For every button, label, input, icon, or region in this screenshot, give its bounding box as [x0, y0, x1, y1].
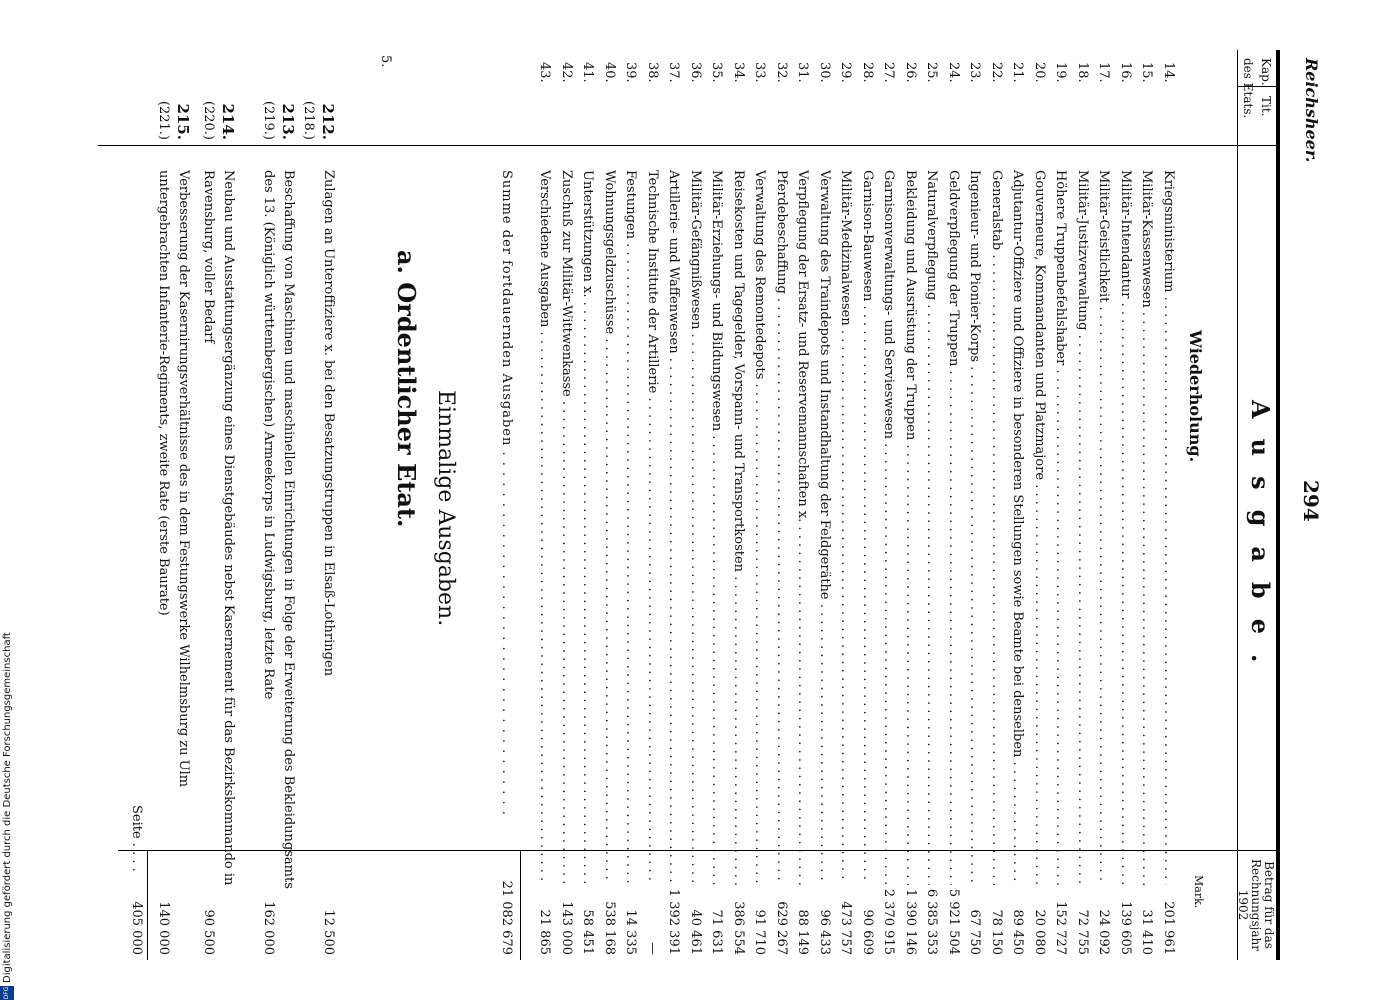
- kap-number: 18.: [1075, 62, 1090, 83]
- table-row: [965, 50, 985, 960]
- row-label: Militär-Intendantur . . .: [1115, 170, 1135, 885]
- row-amount: 58 451: [580, 909, 596, 955]
- row-amount: 629 267: [774, 901, 789, 955]
- table-row: [1008, 50, 1028, 960]
- table-row: [1094, 50, 1114, 960]
- row-amount: 71 631: [709, 909, 725, 955]
- kap-number: 38.: [645, 62, 660, 83]
- kap-number: 20.: [1032, 62, 1047, 83]
- entry-title-number: 215. (221.): [156, 100, 192, 140]
- row-label: Kriegsministerium . . .: [1158, 170, 1178, 885]
- table-row: [685, 50, 705, 960]
- table-row: [814, 50, 834, 960]
- row-label: Artillerie- und Waffenwesen . . .: [664, 170, 684, 885]
- table-row: [1029, 50, 1049, 960]
- row-amount: 1 390 146: [903, 888, 918, 955]
- table-row: [857, 50, 877, 960]
- row-amount: —: [645, 942, 660, 955]
- page-number: 294: [1299, 480, 1323, 522]
- row-label: Unterstützungen x. . . .: [578, 170, 598, 885]
- row-label: Reisekosten und Tagegelder, Vorspann- und Transportkosten . . .: [728, 170, 748, 885]
- seite-label: Seite . . . .: [129, 805, 144, 872]
- kap-number: 28.: [860, 62, 875, 83]
- kap-number: 31.: [795, 62, 811, 83]
- kap-number: 26.: [903, 62, 918, 83]
- row-amount: 91 710: [752, 909, 768, 955]
- column-header-kap: Kap.: [1259, 58, 1273, 86]
- column-header-ausgabe: Ausgabe.: [1246, 400, 1275, 683]
- kap-number: 25.: [924, 62, 940, 83]
- kap-number: 36.: [688, 62, 703, 83]
- unit-label: Mark.: [1192, 875, 1205, 909]
- table-row: [793, 50, 813, 960]
- table-row: [578, 50, 598, 960]
- row-label: Geldverpflegung der Truppen . . .: [943, 170, 963, 885]
- table-row: [771, 50, 791, 960]
- row-label: Generalstab . . .: [986, 170, 1006, 885]
- section-number: 5.: [378, 55, 393, 68]
- dfg-logo-icon: DFG: [0, 986, 14, 1000]
- row-label: Adjutantur-Offiziere und Offiziere in besonderen Stellungen sowie Beamte bei denselben . . .: [1008, 170, 1028, 885]
- kap-number: 40.: [602, 62, 617, 83]
- kap-number: 41.: [580, 62, 596, 83]
- section-heading-wiederholung: Wiederholung.: [1186, 330, 1205, 463]
- table-row: [664, 50, 684, 960]
- row-label: Militär-Medizinalwesen . . .: [836, 170, 856, 885]
- row-label: Garnison-Bauwesen . . .: [857, 170, 877, 885]
- row-amount: 67 750: [967, 909, 983, 955]
- row-label: Höhere Truppenbefehlshaber . . .: [1051, 170, 1071, 885]
- entry-title-number: 213. (219.): [261, 100, 297, 140]
- row-label: Militär-Geistlichkeit . . .: [1094, 170, 1114, 885]
- sum-row: [495, 170, 517, 960]
- kap-number: 14.: [1161, 62, 1176, 83]
- row-amount: 72 755: [1075, 909, 1090, 955]
- table-row: [621, 50, 641, 960]
- row-label: Gouverneure, Kommandanten und Platzmajore . . .: [1029, 170, 1049, 885]
- row-amount: 14 335: [623, 909, 639, 955]
- row-label: Militär-Erziehungs- und Bildungswesen . . .: [707, 170, 727, 885]
- row-label: Militär-Justizverwaltung . . .: [1072, 170, 1092, 885]
- table-row: [986, 50, 1006, 960]
- kap-number: 35.: [709, 62, 725, 83]
- kap-number: 19.: [1053, 62, 1069, 83]
- kap-number: 15.: [1139, 62, 1155, 83]
- table-row: [1072, 50, 1092, 960]
- row-label: Festungen . . .: [621, 170, 641, 885]
- row-amount: 6 385 353: [924, 888, 940, 955]
- table-top-rule: [1276, 50, 1280, 960]
- section-heading-einmalige: Einmalige Ausgaben.: [433, 390, 458, 627]
- row-label: Verpflegung der Ersatz- und Reservemannschaften x. . . .: [793, 170, 813, 885]
- entry-title-number: 214. (220.): [201, 100, 237, 140]
- kap-number: 24.: [946, 62, 961, 83]
- kap-number: 43.: [537, 62, 553, 83]
- kap-number: 39.: [623, 62, 639, 83]
- kap-number: 42.: [559, 62, 574, 83]
- table-row: [728, 50, 748, 960]
- row-label: Zuschuß zur Militär-Wittwenkasse . . .: [556, 170, 576, 885]
- table-row: [1158, 50, 1178, 960]
- row-amount: 5 921 504: [946, 888, 961, 955]
- kap-number: 21.: [1010, 62, 1026, 83]
- row-amount: 24 092: [1096, 909, 1112, 955]
- seite-row: [125, 50, 147, 960]
- row-amount: 88 149: [795, 909, 811, 955]
- row-label: Militär-Kassenwesen . . .: [1137, 170, 1157, 885]
- kap-number: 27.: [881, 62, 897, 83]
- row-amount: 96 433: [817, 909, 832, 955]
- row-label: Ingenieur- und Pionier-Korps . . .: [965, 170, 985, 885]
- running-title: Reichsheer.: [1302, 58, 1321, 163]
- row-amount: 1 392 391: [666, 888, 682, 955]
- entry-amount: 162 000: [261, 901, 276, 955]
- seite-amount: 405 000: [129, 901, 144, 955]
- table-row: [1051, 50, 1071, 960]
- row-amount: 152 727: [1053, 901, 1069, 955]
- seite-rule: [147, 850, 148, 960]
- entry-label: Zulagen an Unteroffiziere x. bei den Besatzungstruppen in Elsaß-Lothringen: [321, 170, 336, 677]
- row-amount: 31 410: [1139, 909, 1155, 955]
- table-row: [1137, 50, 1157, 960]
- table-row: [750, 50, 770, 960]
- kap-number: 23.: [967, 62, 983, 83]
- row-amount: 2 370 915: [881, 888, 897, 955]
- row-amount: 90 609: [860, 909, 875, 955]
- table-row: [943, 50, 963, 960]
- kap-number: 29.: [838, 62, 854, 83]
- entry-amount: 12 500: [321, 909, 336, 955]
- row-label: Pferdebeschaffung . . .: [771, 170, 791, 885]
- column-header-amount: Betrag für das Rechnungsjahr 1902: [1236, 859, 1276, 951]
- sum-label: Summe der fortdauernden Ausgaben . . .: [495, 170, 517, 820]
- entry-amount: 90 500: [201, 909, 216, 955]
- footer-text: Digitalisierung gefördert durch die Deutsche Forschungsgemeinschaft: [2, 632, 13, 983]
- kap-number: 33.: [752, 62, 768, 83]
- row-amount: 89 450: [1010, 909, 1026, 955]
- table-row: [707, 50, 727, 960]
- entry-title-number: 212. (218.): [301, 100, 337, 140]
- table-row: [556, 50, 576, 960]
- table-row: [1115, 50, 1135, 960]
- row-amount: 386 554: [731, 901, 746, 955]
- row-amount: 538 168: [602, 901, 617, 955]
- entry-label: Beschaffung von Maschinen und maschinellen Einrichtungen in Folge der Erweiterung des Bekleidungsamts des 13. (Königlich württembergischen) Armeekorps in Ludwigsburg, letzte Rate: [261, 170, 296, 889]
- row-label: Verwaltung des Remontedepots . . .: [750, 170, 770, 885]
- kap-number: 32.: [774, 62, 789, 83]
- table-header-rule: [1237, 50, 1238, 960]
- entry-label: Verbesserung der Kasernirungsverhältnisse des in dem Festungswerke Wilhelmsburg zu Ulm untergebrachten Infanterie-Regiments, zweite Rate (erste Baurate): [156, 170, 191, 788]
- row-amount: 201 961: [1161, 901, 1176, 955]
- kap-number: 16.: [1118, 62, 1133, 83]
- column-header-etats: des Etats.: [1241, 58, 1255, 119]
- row-label: Wohnungsgeldzuschüsse . . .: [599, 170, 619, 885]
- row-amount: 143 000: [559, 901, 574, 955]
- kap-number: 30.: [817, 62, 832, 83]
- table-row: [922, 50, 942, 960]
- entry-label: Neubau und Ausstattungsergänzung eines Dienstgebäudes nebst Kasernement für das Bezirkskommando in Ravensburg, voller Bedarf: [201, 170, 236, 886]
- row-label: Technische Institute der Artillerie . . .: [642, 170, 662, 885]
- table-row: [879, 50, 899, 960]
- row-label: Verschiedene Ausgaben . . .: [535, 170, 555, 885]
- row-amount: 78 150: [989, 909, 1004, 955]
- sum-rule: [520, 850, 521, 960]
- row-amount: 40 461: [688, 909, 703, 955]
- kap-number: 34.: [731, 62, 746, 83]
- row-amount: 473 757: [838, 901, 854, 955]
- row-amount: 20 080: [1032, 909, 1047, 955]
- kap-number: 17.: [1096, 62, 1112, 83]
- row-amount: 21 865: [537, 909, 553, 955]
- table-row: [836, 50, 856, 960]
- table-row: [642, 50, 662, 960]
- digitization-footer: [0, 0, 24, 1000]
- kap-number: 22.: [989, 62, 1004, 83]
- kap-number: 37.: [666, 62, 682, 83]
- table-row: [599, 50, 619, 960]
- entry-amount: 140 000: [156, 901, 171, 955]
- sum-amount: 21 082 679: [499, 880, 514, 955]
- row-label: Garnisonverwaltungs- und Servieswesen . . .: [879, 170, 899, 885]
- row-label: Militär-Gefängnißwesen . . .: [685, 170, 705, 885]
- row-amount: 139 605: [1118, 901, 1133, 955]
- table-row: [900, 50, 920, 960]
- row-label: Verwaltung des Traindepots und Instandhaltung der Feldgeräthe . . .: [814, 170, 834, 885]
- column-header-tit: Tit.: [1259, 96, 1273, 117]
- row-label: Naturalverpflegung . . .: [922, 170, 942, 885]
- row-label: Bekleidung und Ausrüstung der Truppen . . .: [900, 170, 920, 885]
- section-heading-ordentlicher-etat: a. Ordentlicher Etat.: [392, 250, 421, 528]
- table-row: [535, 50, 555, 960]
